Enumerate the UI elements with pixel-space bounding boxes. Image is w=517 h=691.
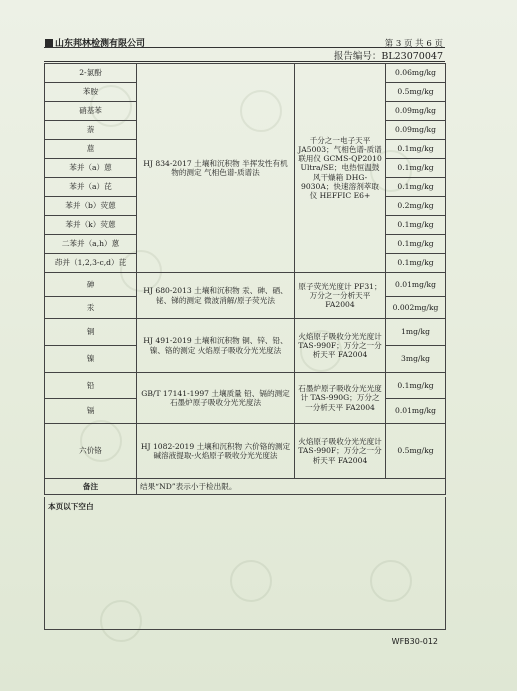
detection-limit: 1mg/kg xyxy=(386,319,446,346)
form-code: WFB30-012 xyxy=(391,637,438,646)
item-name: 苯并（k）荧蒽 xyxy=(45,216,137,235)
table-row xyxy=(45,64,446,83)
item-name: 苯胺 xyxy=(45,83,137,102)
item-name: 铜 xyxy=(45,319,137,346)
detection-limit: 0.1mg/kg xyxy=(386,373,446,399)
item-name: 茚并（1,2,3-c,d）芘 xyxy=(45,254,137,273)
method-text: HJ 834-2017 土壤和沉积物 半挥发性有机物的测定 气相色谱-质谱法 xyxy=(137,64,295,273)
item-name: 镉 xyxy=(45,399,137,424)
blank-area xyxy=(44,497,446,630)
note-row xyxy=(45,479,446,495)
note-label: 备注 xyxy=(45,479,137,495)
item-name: 镍 xyxy=(45,346,137,373)
table-row xyxy=(45,373,446,399)
detection-limit: 0.1mg/kg xyxy=(386,216,446,235)
company-logo-icon xyxy=(45,39,53,47)
detection-limit: 0.002mg/kg xyxy=(386,297,446,319)
method-text: HJ 1082-2019 土壤和沉积物 六价铬的测定 碱溶液提取-火焰原子吸收分光光度法 xyxy=(137,424,295,479)
blank-below-text: 本页以下空白 xyxy=(48,502,94,511)
detection-limit: 3mg/kg xyxy=(386,346,446,373)
instrument-text: 石墨炉原子吸收分光光度计 TAS-990G；万分之一分析天平 FA2004 xyxy=(295,373,386,424)
detection-limit: 0.01mg/kg xyxy=(386,273,446,297)
table-row xyxy=(45,319,446,346)
item-name: 萘 xyxy=(45,121,137,140)
detection-limit: 0.06mg/kg xyxy=(386,64,446,83)
test-results-table xyxy=(44,63,446,495)
detection-limit: 0.1mg/kg xyxy=(386,178,446,197)
table-row xyxy=(45,424,446,479)
item-name: 硝基苯 xyxy=(45,102,137,121)
page-indicator: 第 3 页 共 6 页 xyxy=(384,39,443,49)
item-name: 砷 xyxy=(45,273,137,297)
note-text: 结果“ND”表示小于检出限。 xyxy=(137,479,446,495)
item-name: 苯并（a）蒽 xyxy=(45,159,137,178)
detection-limit: 0.1mg/kg xyxy=(386,254,446,273)
item-name: 六价铬 xyxy=(45,424,137,479)
item-name: 苯并（b）荧蒽 xyxy=(45,197,137,216)
method-text: GB/T 17141-1997 土壤质量 铅、镉的测定 石墨炉原子吸收分光光度法 xyxy=(137,373,295,424)
method-text: HJ 491-2019 土壤和沉积物 铜、锌、铅、镍、铬的测定 火焰原子吸收分光光度法 xyxy=(137,319,295,373)
report-number: 报告编号：BL23070047 xyxy=(333,51,443,62)
item-name: 铅 xyxy=(45,373,137,399)
method-text: HJ 680-2013 土壤和沉积物 汞、砷、硒、铋、锑的测定 微波消解/原子荧光法 xyxy=(137,273,295,319)
detection-limit: 0.01mg/kg xyxy=(386,399,446,424)
item-name: 苯并（a）芘 xyxy=(45,178,137,197)
item-name: 二苯并（a,h）蒽 xyxy=(45,235,137,254)
item-name: 2-氯酚 xyxy=(45,64,137,83)
detection-limit: 0.09mg/kg xyxy=(386,102,446,121)
item-name: 汞 xyxy=(45,297,137,319)
detection-limit: 0.09mg/kg xyxy=(386,121,446,140)
detection-limit: 0.1mg/kg xyxy=(386,159,446,178)
detection-limit: 0.1mg/kg xyxy=(386,140,446,159)
instrument-text: 原子荧光光度计 PF31；万分之一分析天平 FA2004 xyxy=(295,273,386,319)
instrument-text: 火焰原子吸收分光光度计 TAS-990F；万分之一分析天平 FA2004 xyxy=(295,319,386,373)
table-row xyxy=(45,273,446,297)
detection-limit: 0.1mg/kg xyxy=(386,235,446,254)
table-top-rule xyxy=(44,61,445,62)
instrument-text: 火焰原子吸收分光光度计 TAS-990F；万分之一分析天平 FA2004 xyxy=(295,424,386,479)
detection-limit: 0.2mg/kg xyxy=(386,197,446,216)
detection-limit: 0.5mg/kg xyxy=(386,424,446,479)
instrument-text: 千分之一电子天平 JA5003；气相色谱-质谱联用仪 GCMS-QP2010 Ultra/SE；电热恒温鼓风干燥箱 DHG-9030A；快速溶剂萃取仪 HEFFIC E6+ xyxy=(295,64,386,273)
item-name: 䓛 xyxy=(45,140,137,159)
detection-limit: 0.5mg/kg xyxy=(386,83,446,102)
company-name: 山东邦林检测有限公司 xyxy=(45,36,145,49)
